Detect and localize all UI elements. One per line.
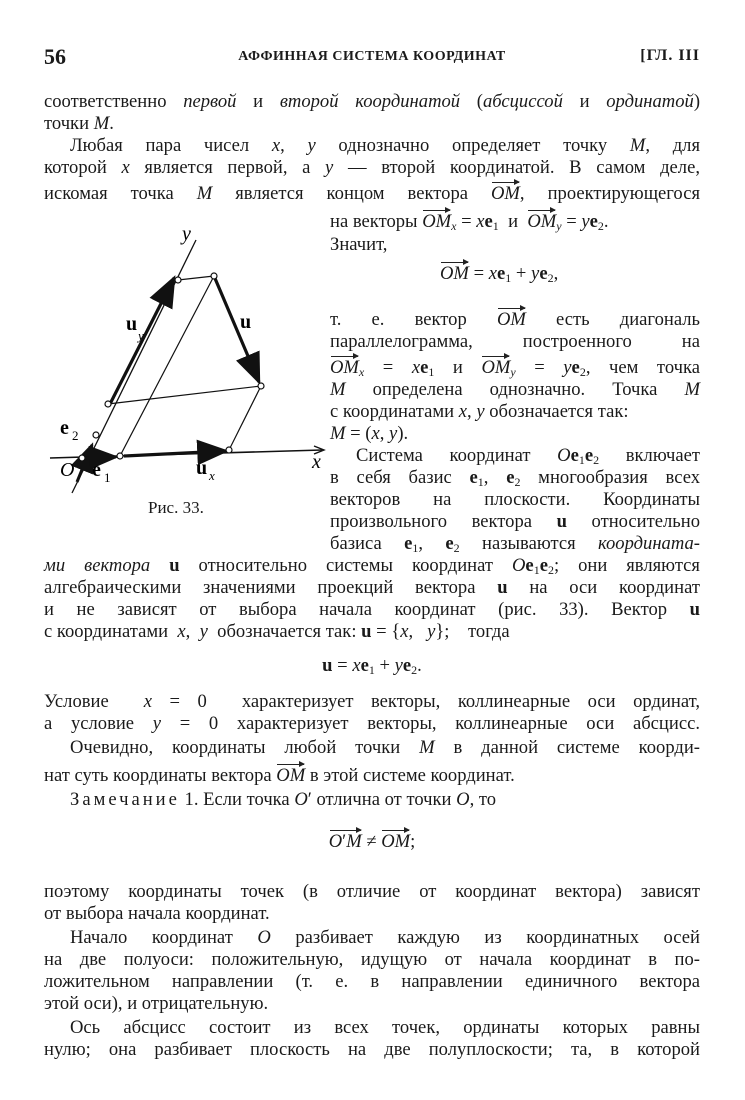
text-line-f3: и не зависят от выбора начала координат (рис. 33). Вектор u [44, 599, 700, 620]
label-e1: e [92, 459, 101, 481]
vector-e1 [82, 457, 116, 458]
label-e1-sub: 1 [104, 470, 111, 485]
label-ux: u [196, 457, 208, 479]
chapter-label: [ГЛ. III [640, 47, 700, 64]
point-my [105, 401, 111, 407]
text-line-f1: ми вектора u относительно системы координат $Oe_1e_2$; они являются [44, 555, 700, 577]
text-line-3: Любая пара чисел x, y однозначно определяет точку M, для [70, 135, 701, 156]
label-e2: e [60, 417, 69, 439]
figure-caption: Рис. 33. [148, 498, 204, 517]
text-right-9: M = (x, y). [330, 423, 409, 444]
label-uy-sub: y [138, 328, 144, 343]
label-uy: u [126, 313, 138, 335]
point-uy-end [175, 277, 181, 283]
page-header [44, 44, 700, 74]
label-y: y [182, 223, 191, 245]
text-line-f12: Начало координат O разбивает каждую из координатных осей [70, 927, 700, 948]
text-line-f9: Замечание 1. Если точка O′ отлична от точки O, то [70, 789, 497, 810]
equation-remark: O′M ≠ OM; [328, 831, 416, 852]
text-right-7: M определена однозначно. Точка M [330, 379, 700, 400]
text-right-6: $OM_x = xe_1$ и $OM_y = ye_2$, чем точка [330, 357, 700, 379]
point-u-end [258, 383, 264, 389]
text-right-10: Система координат $Oe_1e_2$ включает [356, 445, 700, 467]
text-right-3: OM = $xe_1 + ye_2$, [440, 263, 559, 285]
text-line-f5: Условие x = 0 характеризует векторы, коллинеарные оси ординат, [44, 691, 700, 712]
text-line-f7: Очевидно, координаты любой точки M в данной системе коорди- [70, 737, 700, 758]
text-line-1: соответственно первой и второй координатой (абсциссой и ординатой) [44, 91, 701, 112]
point-e2 [93, 432, 99, 438]
text-line-f13: на две полуоси: положительную, идущую от начала координат в по- [44, 949, 700, 970]
point-e1 [117, 453, 123, 459]
label-u: u [240, 311, 252, 333]
text-right-1: на векторы $OM_x = xe_1$ и $OM_y = ye_2$. [330, 211, 609, 233]
text-right-5: параллелограмма, построенного на [330, 331, 700, 352]
label-origin: O [60, 459, 75, 481]
label-ux-sub: x [209, 468, 215, 483]
text-line-f8: нат суть координаты вектора OM в этой системе координат. [44, 765, 515, 786]
text-line-f10: поэтому координаты точек (в отличие от координат вектора) зависят [44, 881, 700, 902]
text-line-f2: алгебраическими значениями проекций вектора u на оси координат [44, 577, 700, 598]
text-line-f16: Ось абсцисс состоит из всех точек, ординаты которых равны [70, 1017, 700, 1038]
text-right-2: Значит, [330, 234, 388, 255]
label-x: x [312, 451, 321, 473]
vector-u [214, 276, 259, 382]
equation-u: $u = xe_1 + ye_2$. [322, 655, 422, 677]
origin-point [79, 455, 85, 461]
text-line-f15: этой оси), и отрицательную. [44, 993, 269, 1014]
text-line-f14: ложительном направлении (т. е. в направлении единичного вектора [44, 971, 700, 992]
projection-line-right [229, 386, 261, 450]
point-mx [226, 447, 232, 453]
point-u-start [211, 273, 217, 279]
vector-e2 [77, 445, 92, 482]
label-e2-sub: 2 [72, 428, 79, 443]
projection-line-top [108, 386, 261, 404]
text-right-11: в себя базис $e_1$, $e_2$ многообразия всех [330, 467, 700, 489]
page-number: 56 [44, 44, 66, 69]
text-right-13: произвольного вектора u относительно [330, 511, 701, 532]
figure-33 [44, 218, 334, 518]
text-right-8: с координатами x, y обозначается так: [330, 401, 629, 422]
text-line-f4: с координатами x, y обозначается так: u = {x, y}; тогда [44, 621, 510, 642]
text-line-5: искомая точка M является концом вектора OM, проектирующегося [44, 183, 700, 204]
text-line-f6: а условие y = 0 характеризует векторы, коллинеарные оси абсцисс. [44, 713, 700, 734]
text-right-14: базиса $e_1$, $e_2$ называются координата- [330, 533, 701, 555]
text-line-f11: от выбора начала координат. [44, 903, 270, 924]
top-edge [178, 276, 214, 280]
running-title: АФФИННАЯ СИСТЕМА КООРДИНАТ [238, 49, 506, 64]
text-line-f17: нулю; она разбивает плоскость на две полуплоскости; та, в которой [44, 1039, 700, 1060]
text-line-4: которой x является первой, а y — второй координатой. В самом деле, [44, 157, 700, 178]
text-line-2: точки M. [44, 113, 114, 134]
text-right-4: т. е. вектор OM есть диагональ [330, 309, 700, 330]
text-right-12: векторов на плоскости. Координаты [330, 489, 700, 510]
